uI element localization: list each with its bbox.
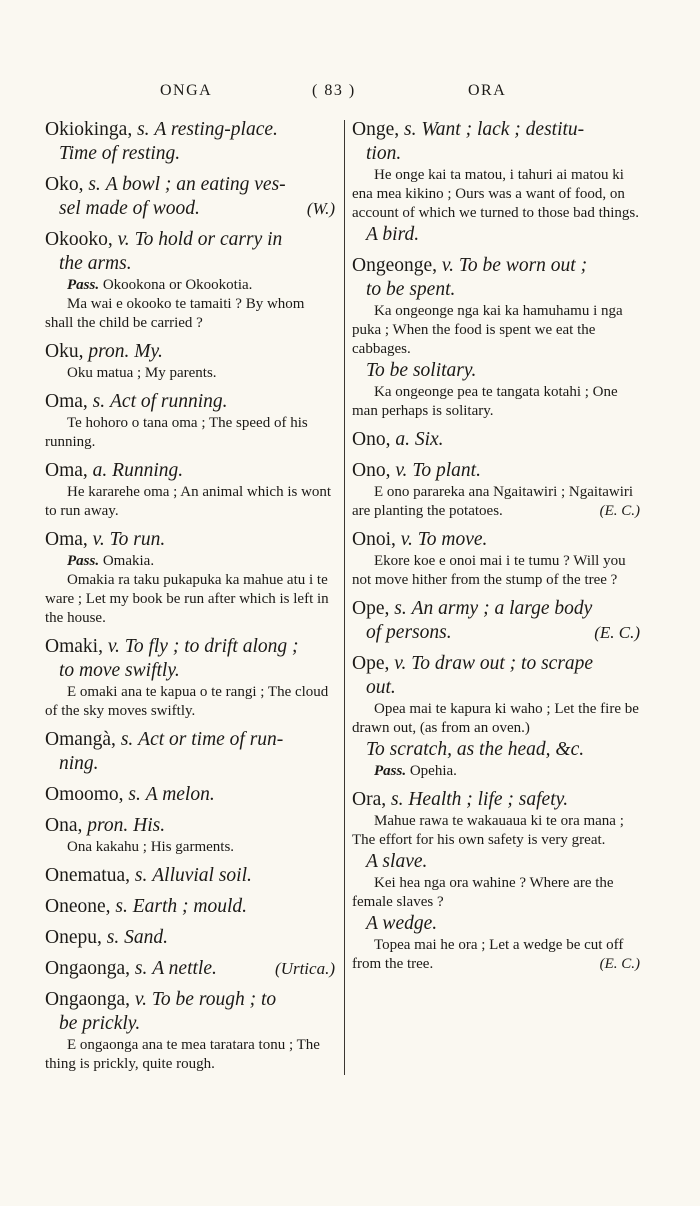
headword: Omaki,	[45, 636, 103, 657]
headword: Ono,	[352, 429, 391, 450]
definition: To fly ; to drift along ;	[124, 636, 299, 657]
definition: Six.	[414, 429, 444, 450]
sense: A wedge.	[366, 913, 438, 934]
definition: A resting-place.	[154, 119, 278, 140]
example: E ongaonga ana te mea taratara tonu ; The thing is prickly, quite rough.	[45, 1037, 320, 1072]
definition: To hold or carry in	[134, 229, 283, 250]
headword: Oma,	[45, 460, 88, 481]
entry: Okiokinga, s. A resting-place. Time of resting.	[45, 119, 278, 164]
passive-form: Pass. Omakia.	[67, 553, 155, 569]
page-number: ( 83 )	[312, 82, 356, 99]
definition: My.	[134, 341, 163, 362]
definition: Earth ; mould.	[132, 896, 248, 917]
entry: Oma, v. To run. Pass. Omakia. Omakia ra taku pukapuka ka mahue atu i te ware ; Let my book be run after which is left in the house.	[45, 528, 335, 628]
entry: Omangà, s. Act or time of run- ning.	[45, 729, 284, 774]
headword: Oko,	[45, 174, 84, 195]
headword: Ongaonga,	[45, 989, 131, 1010]
definition: To run.	[109, 529, 166, 550]
definition: To be rough ; to	[151, 989, 277, 1010]
example: Ona kakahu ; His garments.	[67, 839, 235, 855]
definition: His.	[133, 815, 166, 836]
example: E ono parareka ana Ngaitawiri ; Ngaitawiri are planting the potatoes. (E. C.)	[352, 484, 640, 519]
headword: Omoomo,	[45, 784, 124, 805]
example: Kei hea nga ora wahine ? Where are the female slaves ?	[352, 875, 614, 910]
definition: Alluvial soil.	[152, 865, 252, 886]
definition: To draw out ; to scrape	[411, 653, 594, 674]
definition: A nettle.	[152, 958, 217, 979]
definition: A bowl ; an eating ves-	[105, 174, 286, 195]
headword: Ora,	[352, 789, 387, 810]
column-divider	[344, 120, 345, 1075]
entry: Oma, a. Running. He kararehe oma ; An animal which is wont to run away.	[45, 459, 335, 521]
headword: Okooko,	[45, 229, 113, 250]
entry: Oku, pron. My. Oku matua ; My parents.	[45, 340, 335, 383]
headword: Omangà,	[45, 729, 116, 750]
passive-form: Pass. Opehia.	[374, 763, 457, 779]
entry: Oma, s. Act of running. Te hohoro o tana oma ; The speed of his running.	[45, 390, 335, 452]
sense: To scratch, as the head, &c.	[366, 739, 585, 760]
example: He kararehe oma ; An animal which is wont to run away.	[45, 484, 332, 519]
passive-form: Pass. Okookona or Okookotia.	[67, 277, 253, 293]
headword: Oneone,	[45, 896, 111, 917]
definition: Act of running.	[110, 391, 228, 412]
entry: Ono, v. To plant. E ono parareka ana Ngaitawiri ; Ngaitawiri are planting the potatoes. (E. C.)	[352, 460, 640, 519]
left-column	[45, 118, 335, 1081]
entry: Ora, s. Health ; life ; safety. Mahue rawa te wakauaua ki te ora mana ; The effort for his own safety is very great. A slave. Kei hea nga ora wahine ? Where are the female slaves ? A wedge. Topea mai he ora ; Let a wedge be cut off from the tree. (E. C.)	[352, 789, 640, 972]
entry: Oneone, s. Earth ; mould.	[45, 896, 248, 917]
entry: Omoomo, s. A melon.	[45, 784, 215, 805]
example: Ma wai e okooko te tamaiti ? By whom shall the child be carried ?	[45, 296, 305, 331]
entry: Okooko, v. To hold or carry in the arms. Pass. Okookona or Okookotia. Ma wai e okooko te tamaiti ? By whom shall the child be carried ?	[45, 228, 335, 333]
entry: Onge, s. Want ; lack ; destitu- tion. He onge kai ta matou, i tahuri ai matou ki ena mea kikino ; Ours was a want of food, on account of which we turned to those bad things. A bird.	[352, 119, 640, 245]
entry: Ongaonga, s. A nettle. (Urtica.)	[45, 958, 335, 979]
sense: A slave.	[366, 851, 428, 872]
entry: Ope, s. An army ; a large body of persons. (E. C.)	[352, 598, 640, 643]
example: Ekore koe e onoi mai i te tumu ? Will you not move hither from the stump of the tree ?	[352, 553, 626, 588]
headword: Ona,	[45, 815, 83, 836]
headword: Ono,	[352, 460, 391, 481]
entry: Ope, v. To draw out ; to scrape out. Opea mai te kapura ki waho ; Let the fire be drawn out, (as from an oven.) To scratch, as the head, &c. Pass. Opehia.	[352, 653, 639, 779]
example: Ka ongeonge pea te tangata kotahi ; One man perhaps is solitary.	[352, 384, 618, 419]
header-left-guideword: ONGA	[160, 82, 213, 99]
entry: Ona, pron. His. Ona kakahu ; His garments.	[45, 814, 335, 857]
definition: Sand.	[124, 927, 168, 948]
definition: To move.	[417, 529, 488, 550]
headword: Onepu,	[45, 927, 102, 948]
entry: Onepu, s. Sand.	[45, 927, 168, 948]
headword: Okiokinga,	[45, 119, 133, 140]
definition: Act or time of run-	[138, 729, 284, 750]
example: Topea mai he ora ; Let a wedge be cut off from the tree. (E. C.)	[352, 937, 640, 972]
example: Ka ongeonge nga kai ka hamuhamu i nga puka ; When the food is spent we eat the cabbages.	[352, 303, 623, 357]
headword: Onge,	[352, 119, 400, 140]
definition: Want ; lack ; destitu-	[421, 119, 585, 140]
source-abbrev: (Urtica.)	[275, 959, 335, 978]
headword: Onematua,	[45, 865, 131, 886]
definition: To plant.	[412, 460, 481, 481]
headword: Ongeonge,	[352, 255, 438, 276]
entry: Ono, a. Six.	[352, 429, 444, 450]
definition: Health ; life ; safety.	[408, 789, 569, 810]
definition: An army ; a large body	[411, 598, 593, 619]
definition: A melon.	[145, 784, 215, 805]
example: Oku matua ; My parents.	[67, 365, 217, 381]
headword: Oma,	[45, 391, 88, 412]
definition: Running.	[112, 460, 184, 481]
source-abbrev: (W.)	[306, 199, 335, 218]
sense: A bird.	[366, 224, 420, 245]
entry: Omaki, v. To fly ; to drift along ; to move swiftly. E omaki ana te kapua o te rangi ; The cloud of the sky moves swiftly.	[45, 635, 335, 721]
source-abbrev: (E. C.)	[599, 956, 640, 972]
headword: Ope,	[352, 653, 390, 674]
running-header	[0, 82, 700, 106]
entry: Ongaonga, v. To be rough ; to be prickly. E ongaonga ana te mea taratara tonu ; The thing is prickly, quite rough.	[45, 988, 335, 1074]
headword: Ope,	[352, 598, 390, 619]
entry: Oko, s. A bowl ; an eating ves- sel made of wood. (W.)	[45, 174, 335, 219]
example: Opea mai te kapura ki waho ; Let the fire be drawn out, (as from an oven.)	[352, 701, 639, 736]
source-abbrev: (E. C.)	[599, 503, 640, 519]
headword: Ongaonga,	[45, 958, 131, 979]
header-right-guideword: ORA	[468, 82, 507, 99]
headword: Onoi,	[352, 529, 396, 550]
example: E omaki ana te kapua o te rangi ; The cloud of the sky moves swiftly.	[45, 684, 329, 719]
headword: Oku,	[45, 341, 84, 362]
headword: Oma,	[45, 529, 88, 550]
source-abbrev: (E. C.)	[594, 623, 640, 642]
entry: Onoi, v. To move. Ekore koe e onoi mai i te tumu ? Will you not move hither from the stump of the tree ?	[352, 528, 640, 590]
right-column	[352, 118, 640, 981]
example: Omakia ra taku pukapuka ka mahue atu i te ware ; Let my book be run after which is left in the house.	[45, 572, 329, 626]
sense: To be solitary.	[366, 360, 477, 381]
example: Mahue rawa te wakauaua ki te ora mana ; The effort for his own safety is very great.	[352, 813, 624, 848]
example: Te hohoro o tana oma ; The speed of his running.	[45, 415, 308, 450]
example: He onge kai ta matou, i tahuri ai matou ki ena mea kikino ; Ours was a want of food, on account of which we turned to those bad things.	[352, 167, 640, 221]
entry: Onematua, s. Alluvial soil.	[45, 865, 252, 886]
entry: Ongeonge, v. To be worn out ; to be spent. Ka ongeonge nga kai ka hamuhamu i nga puka ; When the food is spent we eat the cabbages. To be solitary. Ka ongeonge pea te tangata kotahi ; One man perhaps is solitary.	[352, 254, 640, 421]
definition: To be worn out ;	[458, 255, 588, 276]
